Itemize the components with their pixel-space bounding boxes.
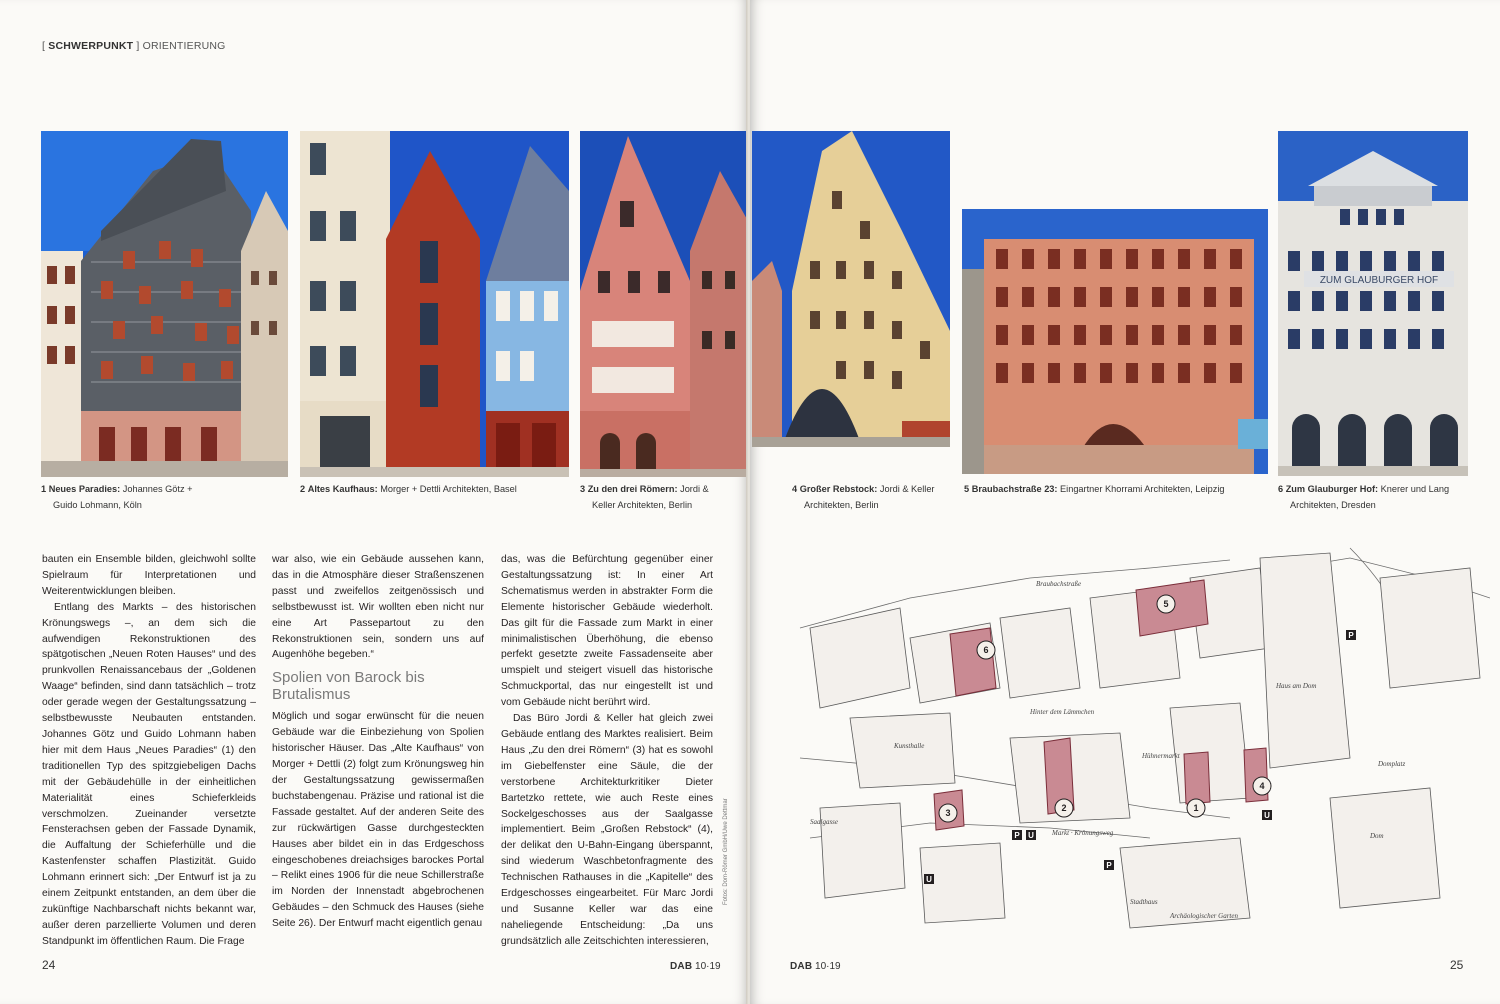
paragraph: bauten ein Ensemble bilden, gleichwohl sollte Spielraum für Interpretationen und Weiterentwicklungen bleiben. xyxy=(42,554,256,597)
section-header: [ SCHWERPUNKT ] ORIENTIERUNG xyxy=(42,40,226,52)
magazine-footer-left xyxy=(670,961,721,972)
caption-6-num: 6 xyxy=(1278,484,1284,494)
paragraph: war also, wie ein Gebäude aussehen kann, das in die Atmosphäre dieser Straßenszenen passt und zweifellos zeitgenössisch und selbstbewusst ist. Wir wollten eben nicht nur eine Art Passepartout zu den Rekonstruktionen sein, sondern uns auf Augenhöhe begeben.“ xyxy=(272,554,484,661)
caption-5-title: Braubachstraße 23: xyxy=(971,484,1058,494)
ubahn-symbol: U xyxy=(926,875,932,884)
photo-altes-kaufhaus xyxy=(300,131,569,477)
text-column-3 xyxy=(501,552,713,950)
caption-5-line1: Eingartner Khorrami Architekten, Leipzig xyxy=(1060,484,1225,494)
caption-5-num: 5 xyxy=(964,484,970,494)
caption-2-title: Altes Kaufhaus: xyxy=(307,484,378,494)
caption-4-num: 4 xyxy=(792,484,798,494)
map-label: Dom xyxy=(1370,832,1384,840)
magazine-footer-right xyxy=(790,961,841,972)
left-page xyxy=(0,0,748,1004)
paragraph: Entlang des Markts – des historischen Krönungswegs –, an dem sich die aufwendigen Rekonstruktionen des spätgotischen „Neuen Roten Hauses“ und des prunkvollen Renaissancebaus der „Goldenen Waage“ befinden, sind dann tatsächlich – trotz oder gerade wegen der Gestaltungssatzung – selbstbewusste Neubauten entstanden. Johannes Götz und Guido Lohmann haben hier mit dem Haus „Neues Paradies“ (1) den traditionellen Typ des spitzgiebeligen Dachs mit der Gebäudehülle in der einheitlichen Materialität eines Schieferkleids verschmolzen. Zueinander versetzte Fensterachsen geben der Fassade Dynamik, die Auffaltung der Schieferhülle und die Kastenfenster schaffen Plastizität. Guido Lohmann erinnert sich: „Der Entwurf ist ja zu einem Zeitpunkt entstanden, an dem über die zukünftige Nachbarschaft nichts bekannt war, außer deren parzellierte Volumen und deren Standpunkt im öffentlichen Raum. Die Frage xyxy=(42,601,256,947)
photo-credit: Fotos: Dom-Römer GmbH/Uwe Dettmar xyxy=(723,798,729,905)
caption-1 xyxy=(41,481,291,513)
text-column-1 xyxy=(42,552,256,950)
parking-symbol: P xyxy=(1348,631,1354,640)
map-label: Domplatz xyxy=(1378,760,1406,768)
caption-6-line2: Architekten, Dresden xyxy=(1290,500,1376,510)
caption-4-title: Großer Rebstock: xyxy=(799,484,878,494)
caption-2 xyxy=(300,481,560,497)
map-label: Markt · Krönungsweg xyxy=(1052,829,1114,837)
caption-3 xyxy=(580,481,748,513)
section-label: SCHWERPUNKT xyxy=(48,40,134,52)
map-label: Archäologischer Garten xyxy=(1170,912,1238,920)
caption-6 xyxy=(1278,481,1478,513)
caption-4-line2: Architekten, Berlin xyxy=(804,500,879,510)
map-marker-4-label: 4 xyxy=(1259,781,1265,791)
caption-4 xyxy=(792,481,982,513)
paragraph: Möglich und sogar erwünscht für die neuen Gebäude war die Einbeziehung von Spolien historischer Häuser. Das „Alte Kaufhaus“ von Morger + Dettli (2) folgt zum Krönungsweg hin der Gestaltungssatzung gewissermaßen buchstabengenau. Präzise und rational ist die Fassade gestaltet. Auf der anderen Seite des zur rückwärtigen Gasse durchgesteckten Hauses aber bildet ein in das Erdgeschoss eingeschobenes dreiachsiges barockes Portal – Relikt eines 1906 für die neue Schillerstraße im Norden der Innenstadt abgebrochenen Gebäudes – den Schmuck des Hauses (siehe Seite 26). Der Entwurf macht eigentlich genau xyxy=(272,711,484,930)
map-label: Braubachstraße xyxy=(1036,580,1082,588)
photo-neues-paradies xyxy=(41,131,288,477)
map-label: Hühnermarkt xyxy=(1142,752,1180,760)
caption-1-num: 1 xyxy=(41,484,47,494)
glauburger-sign-text: ZUM GLAUBURGER HOF xyxy=(1319,275,1439,286)
site-plan-map xyxy=(790,538,1490,938)
subsection-label: ORIENTIERUNG xyxy=(142,40,226,52)
caption-3-title: Zu den drei Römern: xyxy=(587,484,678,494)
magazine-brand: DAB xyxy=(790,961,813,972)
map-label: Saalgasse xyxy=(810,818,838,826)
page-number-left: 24 xyxy=(42,958,56,972)
photo-zu-den-drei-roemern xyxy=(580,131,748,477)
ubahn-symbol: U xyxy=(1264,811,1270,820)
map-marker-1-label: 1 xyxy=(1193,803,1199,813)
caption-1-title: Neues Paradies: xyxy=(48,484,121,494)
caption-1-line1: Johannes Götz + xyxy=(122,484,193,494)
text-column-2 xyxy=(272,552,484,932)
caption-5 xyxy=(964,481,1264,497)
photo-braubachstrasse-23 xyxy=(962,209,1268,474)
map-label: Hinter dem Lämmchen xyxy=(1030,708,1095,716)
parking-symbol: P xyxy=(1106,861,1112,870)
caption-2-line1: Morger + Dettli Architekten, Basel xyxy=(380,484,517,494)
map-marker-6-label: 6 xyxy=(983,645,989,655)
ubahn-symbol: U xyxy=(1028,831,1034,840)
photo-grosser-rebstock xyxy=(752,131,950,447)
caption-3-line2: Keller Architekten, Berlin xyxy=(592,500,693,510)
map-marker-3-label: 3 xyxy=(945,808,951,818)
map-label: Haus am Dom xyxy=(1276,682,1317,690)
paragraph: Das Büro Jordi & Keller hat gleich zwei Gebäude entlang des Marktes realisiert. Beim Haus „Zu den drei Römern“ (3) hat es sowohl im Giebelfenster eine Säule, die der verstorbene Architekturkritiker Dieter Bartetzko rettete, wie auch Reste eines Sockelgeschosses aus der Saalgasse implementiert. Beim „Großen Rebstock“ (4), der delikat den U-Bahn-Eingang überspannt, sind wiederum Waschbetonfragmente des Technischen Rathauses in die „Kapitelle“ des Erdgeschosses eingearbeitet. Für Marc Jordi und Susanne Keller war das eine naheliegende Entscheidung: „Da uns grundsätzlich alle Zeitschichten interessieren, xyxy=(501,713,713,947)
magazine-issue: 10·19 xyxy=(815,961,841,972)
page-number-right: 25 xyxy=(1450,958,1464,972)
caption-4-line1: Jordi & Keller xyxy=(879,484,935,494)
magazine-brand: DAB xyxy=(670,961,693,972)
caption-6-title: Zum Glauburger Hof: xyxy=(1285,484,1379,494)
map-marker-5-label: 5 xyxy=(1163,599,1169,609)
parking-symbol: P xyxy=(1014,831,1020,840)
map-marker-2-label: 2 xyxy=(1061,803,1067,813)
map-label: Kunsthalle xyxy=(894,742,925,750)
caption-3-line1: Jordi & xyxy=(680,484,709,494)
caption-3-num: 3 xyxy=(580,484,586,494)
map-label: Stadthaus xyxy=(1130,898,1158,906)
caption-2-num: 2 xyxy=(300,484,306,494)
magazine-issue: 10·19 xyxy=(695,961,721,972)
subheading: Spolien von Barock bis Brutalismus xyxy=(272,669,425,704)
photo-zum-glauburger-hof xyxy=(1278,131,1468,476)
paragraph: das, was die Befürchtung gegenüber einer Gestaltungssatzung ist: In einer Art Schematismus werden in abstrakter Form die Elemente historischer Gebäude wiederholt. Das gilt für die Fassade zum Markt in einer minimalistischen Überhöhung, die ebenso perfekt gesetzte zweite Fassadenseite aber umspielt und steigert visuell das historische Schmuckportal, das nur eingestellt ist und vom Gebäude nicht berührt wird. xyxy=(501,554,713,709)
caption-1-line2: Guido Lohmann, Köln xyxy=(53,500,142,510)
caption-6-line1: Knerer und Lang xyxy=(1380,484,1450,494)
